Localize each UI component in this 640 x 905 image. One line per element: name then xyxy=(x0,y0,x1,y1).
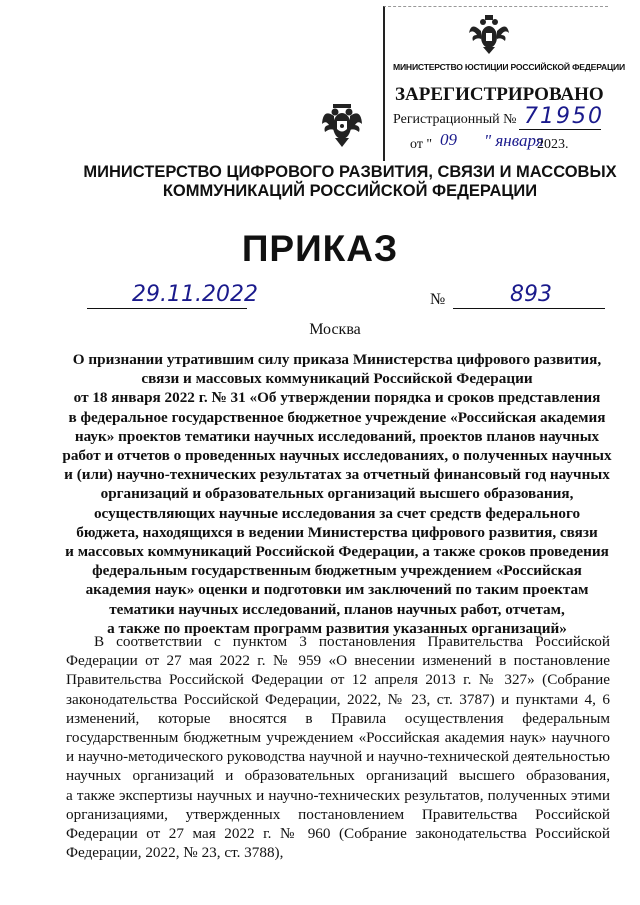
heading-line: бюджета, находящихся в ведении Министерства цифрового развития, связи xyxy=(76,523,598,541)
stamp-registered: ЗАРЕГИСТРИРОВАНО xyxy=(395,84,604,105)
heading-line: и (или) научно-технических результатах за отчетный финансовый год научных xyxy=(64,466,610,484)
heading-line: тематики научных исследований, планов научных работ, отчетам, xyxy=(109,600,565,618)
heading-line: организаций и образовательных организаций высшего образования, xyxy=(100,485,574,503)
body-line: Федерации, 2022, № 23, ст. 3788), xyxy=(66,844,284,862)
number-label: № xyxy=(430,291,446,308)
order-heading xyxy=(60,350,614,638)
order-date: 29.11.2022 xyxy=(132,282,258,307)
stamp-year: 2023. xyxy=(537,137,569,152)
stamp-month: " января xyxy=(484,131,544,150)
body-line: В соответствии с пунктом 3 постановления Правительства Российской xyxy=(94,633,610,650)
heading-line: и массовых коммуникаций Российской Федерации, а также сроков проведения xyxy=(65,543,609,561)
number-underline xyxy=(453,308,605,309)
heading-line: федеральным государственным бюджетным учреждением «Российская xyxy=(92,562,582,580)
double-headed-eagle-icon xyxy=(321,98,363,148)
body-line: Правительства Российской Федерации от 12 апреля 2013 г. № 327» (Собрание xyxy=(66,671,610,689)
order-body xyxy=(66,632,610,862)
body-line: научных организаций и образовательных организаций высшего образования, xyxy=(66,767,610,785)
heading-line: от 18 января 2022 г. № 31 «Об утверждении порядка и сроков представления xyxy=(73,389,601,407)
body-line: законодательства Российской Федерации, 2022, № 23, ст. 3787) и пунктами 4, 6 xyxy=(66,690,610,708)
stamp-from-label: от " xyxy=(410,137,433,152)
heading-line: О признании утратившим силу приказа Министерства цифрового развития, xyxy=(72,351,602,368)
heading-line: работ и отчетов о проведенных научных исследованиях, о полученных научных xyxy=(62,447,612,465)
heading-line: в федеральное государственное бюджетное учреждение «Российская академия xyxy=(68,408,606,426)
heading-line: академия наук» оценки и подготовки им заключений по таким проектам xyxy=(85,581,589,599)
ministry-title-line: КОММУНИКАЦИЙ РОССИЙСКОЙ ФЕДЕРАЦИИ xyxy=(162,182,538,200)
city: Москва xyxy=(309,321,361,338)
document-title: ПРИКАЗ xyxy=(241,228,399,269)
body-line: и научно-методического руководства научной и научно-технической деятельностью xyxy=(66,748,610,766)
stamp-day: 09 xyxy=(440,130,457,149)
body-line: а также экспертизы научных и научно-технических результатов, полученных этими xyxy=(66,786,610,804)
stamp-regno-line xyxy=(519,129,601,130)
body-line: организациями, утвержденных постановлением Правительства Российской xyxy=(66,805,610,823)
order-number: 893 xyxy=(510,282,552,307)
registration-stamp xyxy=(383,6,626,161)
heading-line: связи и массовых коммуникаций Российской Федерации xyxy=(141,370,533,388)
ministry-title xyxy=(60,163,640,201)
body-line: Федерации от 27 мая 2022 г. № 959 «О внесении изменений в постановление xyxy=(66,652,610,670)
stamp-ministry: МИНИСТЕРСТВО ЮСТИЦИИ РОССИЙСКОЙ ФЕДЕРАЦИИ xyxy=(393,62,626,72)
body-line: изменений, которые вносятся в Правила осуществления федеральным xyxy=(66,709,610,727)
date-underline xyxy=(87,308,247,309)
heading-line: а также по проектам программ развития указанных организаций» xyxy=(107,619,567,637)
body-line: Федерации от 27 мая 2022 г. № 960 (Собрание законодательства Российской xyxy=(66,825,610,843)
stamp-regno-value: 71950 xyxy=(524,104,604,129)
stamp-regno-label: Регистрационный № xyxy=(393,112,517,127)
heading-line: наук» проектов тематики научных исследований, проектов планов научных xyxy=(74,427,600,445)
double-headed-eagle-icon xyxy=(467,13,511,55)
ministry-title-line: МИНИСТЕРСТВО ЦИФРОВОГО РАЗВИТИЯ, СВЯЗИ И МАССОВЫХ xyxy=(83,163,617,181)
heading-line: осуществляющих научные исследования за счет средств федерального xyxy=(93,504,581,522)
body-line: государственным бюджетным учреждением «Российская академия наук» научного xyxy=(66,729,610,747)
